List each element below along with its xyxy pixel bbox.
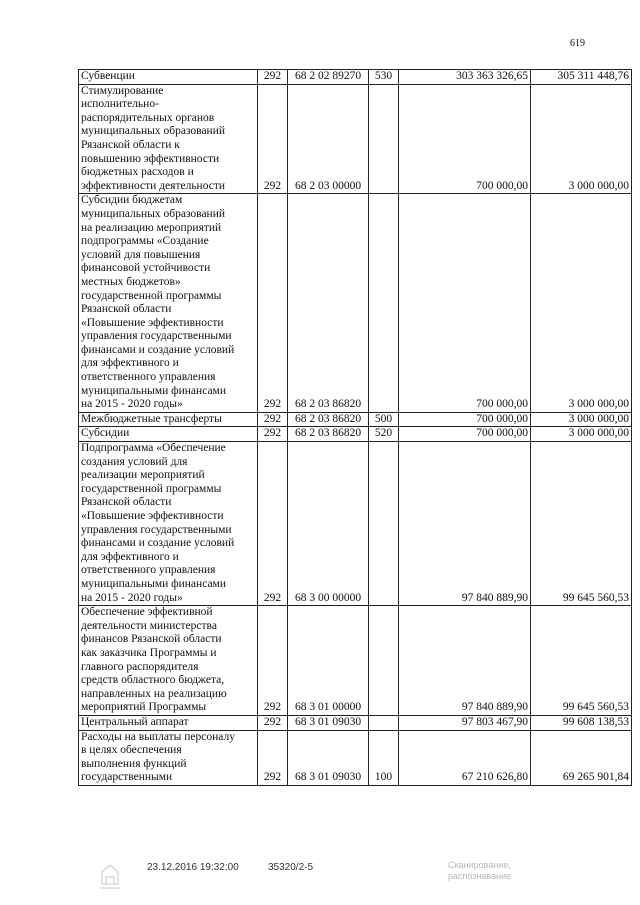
table-row	[79, 427, 632, 442]
amount-2016-cell: 97 840 889,90	[399, 442, 531, 606]
row-name-line: для эффективного и	[81, 550, 179, 563]
expense-type-cell: 520	[369, 427, 399, 442]
expense-type-cell	[369, 606, 399, 716]
ministry-code-cell: 292	[258, 194, 288, 413]
row-name-line: Субвенции	[81, 70, 135, 82]
archive-logo-icon	[96, 862, 124, 895]
amount-2017-cell: 99 645 560,53	[531, 606, 632, 716]
row-name-line: бюджетных расходов и	[81, 166, 194, 179]
expense-type-cell: 500	[369, 412, 399, 427]
row-name-line: мероприятий Программы	[81, 701, 207, 714]
ministry-code-cell: 292	[258, 606, 288, 716]
amount-2017-cell: 99 608 138,53	[531, 715, 632, 730]
row-name-line: на 2015 - 2020 годы»	[81, 591, 183, 604]
ministry-code-cell: 292	[258, 412, 288, 427]
row-name-line: Обеспечение эффективной	[81, 606, 213, 619]
target-code-cell: 68 2 03 86820	[288, 412, 369, 427]
row-name-line: на 2015 - 2020 годы»	[81, 398, 183, 411]
ministry-code-cell: 292	[258, 730, 288, 785]
row-name-cell	[79, 194, 258, 413]
row-name-line: средств областного бюджета,	[81, 674, 225, 687]
target-code-cell: 68 2 03 86820	[288, 427, 369, 442]
target-code-cell: 68 3 01 09030	[288, 730, 369, 785]
row-name-line: направленных на реализацию	[81, 687, 227, 700]
scan-stamp-line: распознавание	[448, 871, 512, 881]
row-name-line: местных бюджетов»	[81, 275, 181, 288]
row-name-line: реализации мероприятий	[81, 469, 205, 482]
table-row	[79, 730, 632, 785]
row-name-line: деятельности министерства	[81, 619, 217, 632]
table-row	[79, 84, 632, 194]
scan-stamp	[448, 860, 511, 882]
row-name-line: Центральный аппарат	[81, 715, 189, 728]
amount-2016-cell: 700 000,00	[399, 84, 531, 194]
row-name-line: управления государственными	[81, 330, 232, 343]
row-name-line: «Повышение эффективности	[81, 316, 224, 329]
target-code-cell: 68 3 01 00000	[288, 606, 369, 716]
amount-2017-cell: 3 000 000,00	[531, 194, 632, 413]
row-name-line: финансами и создание условий	[81, 343, 235, 356]
row-name-line: Подпрограмма «Обеспечение	[81, 442, 226, 455]
target-code-cell: 68 2 03 86820	[288, 194, 369, 413]
ministry-code-cell: 292	[258, 442, 288, 606]
row-name-line: Рязанской области к	[81, 138, 180, 151]
row-name-cell	[79, 606, 258, 716]
row-name-cell	[79, 412, 258, 427]
row-name-line: Стимулирование	[81, 84, 164, 97]
target-code-cell: 68 3 00 00000	[288, 442, 369, 606]
row-name-line: государственной программы	[81, 482, 222, 495]
row-name-cell	[79, 427, 258, 442]
row-name-line: управления государственными	[81, 523, 232, 536]
page-number: 619	[570, 38, 585, 49]
amount-2016-cell: 67 210 626,80	[399, 730, 531, 785]
budget-table	[78, 69, 632, 786]
ministry-code-cell: 292	[258, 84, 288, 194]
amount-2016-cell: 700 000,00	[399, 427, 531, 442]
table-row	[79, 194, 632, 413]
table-row	[79, 715, 632, 730]
row-name-line: Рязанской области	[81, 303, 172, 316]
ministry-code-cell: 292	[258, 70, 288, 85]
row-name-line: эффективности деятельности	[81, 179, 226, 192]
footer-datetime: 23.12.2016 19:32:00	[147, 862, 239, 873]
expense-type-cell	[369, 194, 399, 413]
row-name-line: подпрограммы «Создание	[81, 235, 209, 248]
row-name-line: Расходы на выплаты персоналу	[81, 730, 235, 743]
row-name-line: финансами и создание условий	[81, 537, 235, 550]
amount-2017-cell: 3 000 000,00	[531, 412, 632, 427]
row-name-line: создания условий для	[81, 455, 188, 468]
row-name-line: государственной программы	[81, 289, 222, 302]
footer-document-number: 35320/2-5	[268, 862, 314, 873]
row-name-line: для эффективного и	[81, 357, 179, 370]
row-name-line: условий для повышения	[81, 248, 201, 261]
row-name-cell	[79, 730, 258, 785]
expense-type-cell	[369, 442, 399, 606]
amount-2016-cell: 303 363 326,65	[399, 70, 531, 85]
scan-stamp-line: Сканирование,	[448, 860, 511, 870]
row-name-line: муниципальными финансами	[81, 577, 226, 590]
amount-2017-cell: 3 000 000,00	[531, 84, 632, 194]
table-row	[79, 442, 632, 606]
row-name-cell	[79, 715, 258, 730]
amount-2016-cell: 700 000,00	[399, 412, 531, 427]
ministry-code-cell: 292	[258, 427, 288, 442]
amount-2017-cell: 99 645 560,53	[531, 442, 632, 606]
amount-2016-cell: 97 840 889,90	[399, 606, 531, 716]
row-name-line: муниципальных образований	[81, 207, 226, 220]
row-name-line: исполнительно-	[81, 98, 159, 111]
row-name-line: муниципальными финансами	[81, 384, 226, 397]
expense-type-cell	[369, 715, 399, 730]
amount-2017-cell: 305 311 448,76	[531, 70, 632, 85]
row-name-line: ответственного управления	[81, 371, 216, 384]
row-name-line: финансовой устойчивости	[81, 262, 211, 275]
row-name-cell	[79, 442, 258, 606]
amount-2016-cell: 700 000,00	[399, 194, 531, 413]
row-name-line: муниципальных образований	[81, 125, 226, 138]
expense-type-cell: 530	[369, 70, 399, 85]
row-name-line: Субсидии бюджетам	[81, 194, 183, 207]
row-name-line: как заказчика Программы и	[81, 646, 217, 659]
target-code-cell: 68 2 03 00000	[288, 84, 369, 194]
row-name-line: Субсидии	[81, 427, 130, 440]
target-code-cell: 68 2 02 89270	[288, 70, 369, 85]
row-name-line: распорядительных органов	[81, 111, 215, 124]
expense-type-cell	[369, 84, 399, 194]
row-name-line: главного распорядителя	[81, 660, 199, 673]
row-name-line: на реализацию мероприятий	[81, 221, 222, 234]
row-name-cell	[79, 70, 258, 85]
row-name-line: «Повышение эффективности	[81, 510, 224, 522]
row-name-line: ответственного управления	[81, 564, 216, 577]
table-row	[79, 412, 632, 427]
expense-type-cell: 100	[369, 730, 399, 785]
budget-table-body	[79, 70, 632, 786]
target-code-cell: 68 3 01 09030	[288, 715, 369, 730]
table-row	[79, 606, 632, 716]
row-name-line: выполнения функций	[81, 757, 187, 770]
amount-2017-cell: 3 000 000,00	[531, 427, 632, 442]
amount-2017-cell: 69 265 901,84	[531, 730, 632, 785]
row-name-line: в целях обеспечения	[81, 744, 182, 757]
row-name-line: финансов Рязанской области	[81, 633, 222, 646]
row-name-line: Межбюджетные трансферты	[81, 412, 222, 425]
amount-2016-cell: 97 803 467,90	[399, 715, 531, 730]
table-row	[79, 70, 632, 85]
row-name-line: повышению эффективности	[81, 152, 220, 165]
ministry-code-cell: 292	[258, 715, 288, 730]
row-name-line: Рязанской области	[81, 496, 172, 509]
row-name-cell	[79, 84, 258, 194]
page-footer	[0, 860, 640, 900]
row-name-line: государственными	[81, 771, 173, 784]
